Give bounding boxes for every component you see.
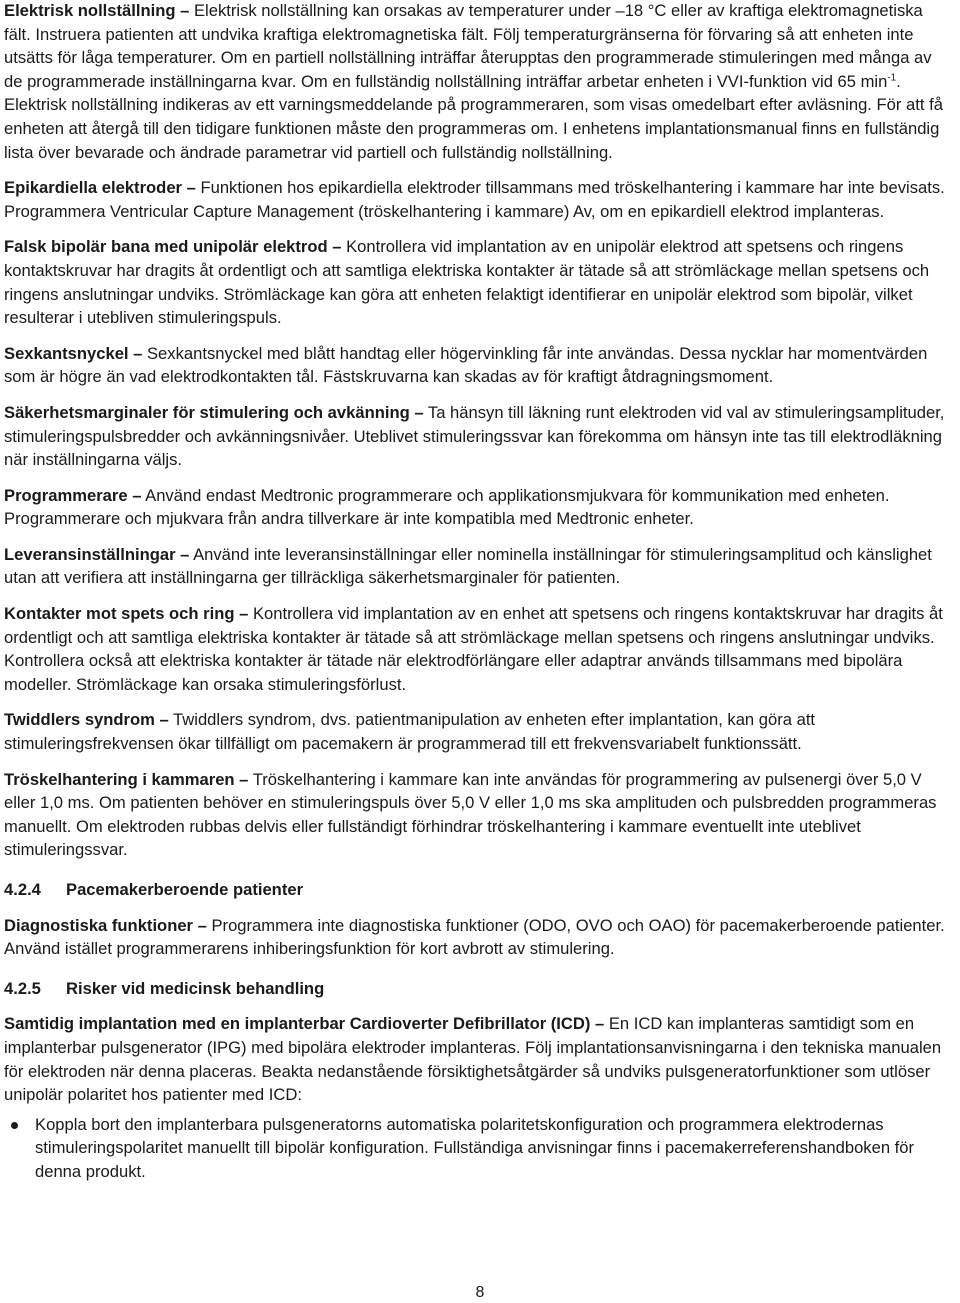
superscript: -1 [887, 72, 897, 84]
paragraph-text: Tröskelhantering i kammare kan inte användas för programmering av pulsenergi över 5,0 V eller 1,0 ms. Om patienten behöver en stimuleringspuls över 5,0 V eller 1,0 ms ska amplituden och pulsbredden programmeras manuellt. Om elektroden rubbas delvis eller fullständigt förhindrar tröskelhantering i kammare eventuellt inte uteblivet stimuleringssvar. [4, 769, 937, 860]
paragraph-icd-implantation [4, 1012, 954, 1106]
section-heading-4-2-4 [4, 878, 954, 902]
paragraph-term: Elektrisk nollställning – [4, 1, 190, 20]
paragraph-term: Tröskelhantering i kammaren – [4, 769, 249, 789]
paragraph-term: Sexkantsnyckel – [4, 343, 143, 363]
paragraph-electrical-reset [4, 0, 954, 164]
paragraph-text: Programmera inte diagnostiska funktioner (ODO, OVO och OAO) för pacemakerberoende patienter. Använd istället programmerarens inhiberingsfunktion för kort avbrott av stimulering. [4, 915, 945, 959]
bullet-list [4, 1113, 954, 1184]
document-page [4, 0, 954, 1184]
paragraph-term: Samtidig implantation med en implanterbar Cardioverter Defibrillator (ICD) – [4, 1014, 605, 1034]
paragraph-term: Epikardiella elektroder – [4, 178, 196, 198]
paragraph-safety-margins [4, 401, 954, 472]
bullet-icon [11, 1122, 18, 1129]
paragraph-term: Diagnostiska funktioner – [4, 915, 207, 935]
paragraph-text: Elektrisk nollställning kan orsakas av temperaturer under –18 °C eller av kraftiga elektromagnetiska fält. Instruera patienten att undvika kraftiga elektromagnetiska fält. Följ temperaturgränserna för förvaring så att enheten inte utsätts för låga temperaturer. Om en partiell nollställning inträffar återupptas den programmerade stimuleringen med många av de programmerade inställningarna kvar. Om en fullständig nollställning inträffar arbetar enheten i VVI-funktion vid 65 min [4, 1, 932, 91]
paragraph-term: Programmerare – [4, 485, 142, 505]
page-number: 8 [475, 1284, 485, 1301]
paragraph-term: Falsk bipolär bana med unipolär elektrod – [4, 237, 342, 257]
paragraph-term: Twiddlers syndrom – [4, 710, 169, 730]
section-number: 4.2.4 [4, 880, 41, 899]
list-item-text: Koppla bort den implanterbara pulsgeneratorns automatiska polaritetskonfiguration och programmera elektrodernas stimuleringspolaritet manuellt till bipolär konfiguration. Fullständiga anvisningar finns i pacemakerreferenshandboken för denna produkt. [35, 1114, 915, 1181]
paragraph-term: Säkerhetsmarginaler för stimulering och avkänning – [4, 402, 424, 422]
section-title: Risker vid medicinsk behandling [66, 978, 325, 998]
paragraph-hex-wrench [4, 342, 954, 389]
paragraph-term: Kontakter mot spets och ring – [4, 604, 249, 624]
paragraph-twiddlers [4, 708, 954, 755]
list-item [4, 1113, 954, 1184]
paragraph-term: Leveransinställningar – [4, 544, 190, 564]
section-title: Pacemakerberoende patienter [66, 880, 304, 899]
paragraph-text: Kontrollera vid implantation av en enhet att spetsens och ringens kontaktskruvar har dragits åt ordentligt och att samtliga elektriska kontakter är tätade så att strömläckage mellan spetsens och ringens anslutningar undviks. Kontrollera också att elektriska kontakter är tätade när elektrodförlängare eller adaptrar används tillsammans med bipolära modeller. Strömläckage kan orsaka stimuleringsförlust. [4, 604, 943, 694]
paragraph-shipping-settings [4, 543, 954, 590]
paragraph-text: En ICD kan implanteras samtidigt som en implanterbar pulsgenerator (IPG) med bipolära elektroder implanteras. Följ implantationsanvisningarna i den tekniska manualen för elektroden när denna placeras. Beakta nedanstående försiktighetsåtgärder så undviks pulsgeneratorfunktioner som utlöser unipolär polaritet hos patienter med ICD: [4, 1014, 942, 1105]
paragraph-text: Sexkantsnyckel med blått handtag eller högervinkling får inte användas. Dessa nycklar har momentvärden som är högre än vad elektrodkontakten tål. Fästskruvarna kan skadas av för kraftigt åtdragningsmoment. [4, 343, 928, 387]
paragraph-false-bipolar [4, 235, 954, 329]
paragraph-capture-management [4, 768, 954, 862]
paragraph-tip-ring-contacts [4, 602, 954, 696]
paragraph-text-continued: . Elektrisk nollställning indikeras av ett varningsmeddelande på programmeraren, som visas omedelbart efter avläsning. För att få enheten att återgå till den tidigare funktionen måste den programmeras om. I enhetens implantationsmanual finns en fullständig lista över bevarade och ändrade parametrar vid partiell och fullständig nollställning. [4, 71, 943, 162]
paragraph-text: Använd endast Medtronic programmerare och applikationsmjukvara för kommunikation med enheten. Programmerare och mjukvara från andra tillverkare är inte kompatibla med Medtronic enheter. [4, 485, 890, 529]
paragraph-epicardial-leads [4, 176, 954, 223]
paragraph-text: Använd inte leveransinställningar eller nominella inställningar för stimuleringsamplitud och känslighet utan att verifiera att inställningarna ger tillräckliga säkerhetsmarginaler för patienten. [4, 544, 932, 588]
section-heading-4-2-5 [4, 977, 954, 1001]
paragraph-text: Kontrollera vid implantation av en unipolär elektrod att spetsens och ringens kontaktskruvar har dragits åt ordentligt och att samtliga elektriska kontakter är tätade så att strömläckage mellan spetsens och ringens anslutningar undviks. Strömläckage kan göra att enheten felaktigt identifierar en unipolär elektrod som bipolär, vilket resulterar i utebliven stimuleringspuls. [4, 237, 930, 328]
section-number: 4.2.5 [4, 978, 41, 998]
paragraph-text: Twiddlers syndrom, dvs. patientmanipulation av enheten efter implantation, kan göra att stimuleringsfrekvensen ökar tillfälligt om pacemakern är programmerad till ett frekvensvariabelt funktionssätt. [4, 710, 816, 754]
paragraph-programmers [4, 484, 954, 531]
paragraph-text: Ta hänsyn till läkning runt elektroden vid val av stimuleringsamplituder, stimuleringspulsbredder och avkänningsnivåer. Uteblivet stimuleringssvar kan förekomma om hänsyn inte tas till elektrodläkning när inställningarna väljs. [4, 402, 945, 470]
paragraph-diagnostic-functions [4, 914, 954, 961]
paragraph-text: Funktionen hos epikardiella elektroder tillsammans med tröskelhantering i kammare har inte bevisats. Programmera Ventricular Capture Management (tröskelhantering i kammare) Av, om en epikardiell elektrod implanteras. [4, 178, 945, 221]
